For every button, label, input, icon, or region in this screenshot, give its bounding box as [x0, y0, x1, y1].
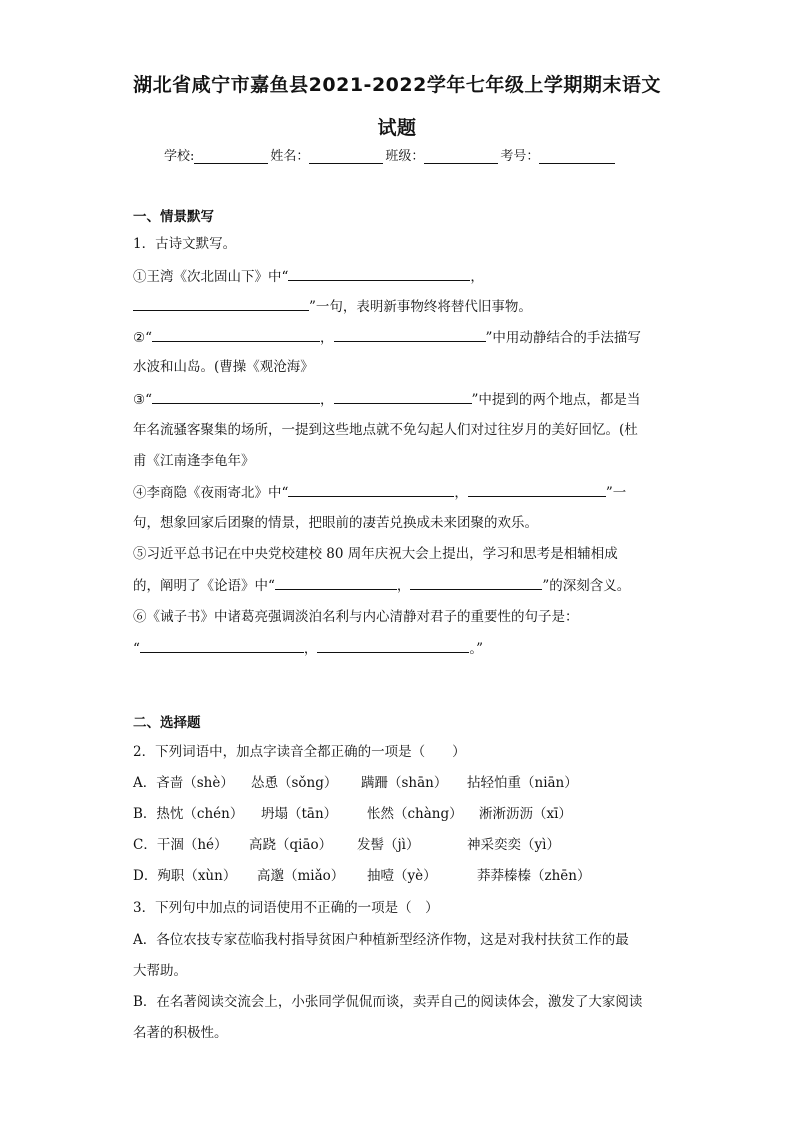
answer-blank[interactable]	[275, 575, 397, 590]
item-text: ”中用动静结合的手法描写	[485, 330, 641, 346]
item-3-line1	[133, 389, 640, 410]
answer-blank[interactable]	[334, 327, 486, 342]
answer-blank[interactable]	[288, 482, 454, 497]
item-text: ②“	[133, 330, 153, 346]
item-text: 。”	[469, 641, 484, 657]
item-text: ”的深刻含义。	[542, 578, 631, 594]
answer-blank[interactable]	[152, 389, 320, 404]
option-word: C．干涸（hé）	[133, 837, 228, 853]
answer-blank[interactable]	[140, 638, 304, 653]
item-text: ，	[320, 330, 334, 346]
answer-blank[interactable]	[133, 296, 309, 311]
q3-option-a-line1[interactable]: A．各位农技专家莅临我村指导贫困户种植新型经济作物，这是对我村扶贫工作的最	[133, 932, 629, 948]
option-word: 莽莽榛榛（zhēn）	[477, 868, 591, 884]
item-text: ，	[396, 578, 411, 594]
item-text: ”中提到的两个地点，都是当	[471, 392, 641, 408]
option-word: A．吝啬（shè）	[133, 775, 234, 791]
item-4-line1	[133, 482, 626, 503]
item-5-line1: ⑤习近平总书记在中央党校建校 80 周年庆祝大会上提出，学习和思考是相辅相成	[133, 546, 618, 562]
item-text: 的，阐明了《论语》中“	[133, 578, 275, 594]
item-4-line2: 句，想象回家后团聚的情景，把眼前的凄苦兑换成未来团聚的欢乐。	[133, 515, 538, 531]
question-3: 3．下列句中加点的词语使用不正确的一项是（ ）	[133, 900, 439, 916]
question-1: 1．古诗文默写。	[133, 236, 237, 252]
item-text: ，	[303, 641, 318, 657]
school-label: 学校:	[164, 149, 195, 164]
name-label: 姓名：	[270, 149, 310, 164]
item-6-line1: ⑥《诫子书》中诸葛亮强调淡泊名利与内心清静对君子的重要性的句子是：	[133, 609, 579, 625]
number-label: 考号：	[500, 149, 540, 164]
item-text: ①王湾《次北固山下》中“	[133, 269, 289, 285]
item-text: ，	[454, 485, 468, 501]
section-heading-choice: 二、选择题	[133, 715, 201, 731]
name-blank[interactable]	[309, 149, 383, 164]
item-6-line2	[133, 638, 483, 659]
item-3-line2: 年名流骚客聚集的场所，一提到这些地点就不免勾起人们对过往岁月的美好回忆。(杜	[133, 422, 638, 438]
answer-blank[interactable]	[468, 482, 606, 497]
option-word: 抽噎（yè）	[367, 868, 437, 884]
q2-option-d[interactable]	[133, 866, 591, 886]
item-5-line2	[133, 575, 630, 596]
item-text: ，	[320, 392, 334, 408]
school-blank[interactable]	[194, 149, 268, 164]
option-word: D．殉职（xùn）	[133, 868, 237, 884]
q3-option-b-line1[interactable]: B．在名著阅读交流会上，小张同学侃侃而谈，卖弄自己的阅读体会，激发了大家阅读	[133, 994, 643, 1010]
student-info-row	[164, 145, 617, 164]
section-heading-fill: 一、情景默写	[133, 209, 214, 225]
option-word: 发髻（jì）	[357, 837, 420, 853]
option-word: 坍塌（tān）	[261, 806, 338, 822]
item-text: ④李商隐《夜雨寄北》中“	[133, 485, 289, 501]
option-word: 拈轻怕重（niān）	[467, 775, 578, 791]
q2-option-b[interactable]	[133, 804, 572, 824]
item-text: ③“	[133, 392, 153, 408]
answer-blank[interactable]	[334, 389, 472, 404]
item-2-line2: 水波和山岛。(曹操《观沧海》	[133, 359, 314, 375]
option-word: 蹒跚（shān）	[361, 775, 448, 791]
item-1-line2	[133, 296, 532, 317]
option-word: 怅然（chàng）	[367, 806, 463, 822]
item-2-line1	[133, 327, 641, 348]
option-word: 淅淅沥沥（xī）	[479, 806, 572, 822]
item-text: ”一	[605, 485, 627, 501]
page-title-line2: 试题	[377, 117, 417, 139]
item-1-line1	[133, 266, 484, 287]
class-label: 班级：	[385, 149, 425, 164]
answer-blank[interactable]	[317, 638, 469, 653]
option-word: 怂恿（sǒng）	[251, 775, 338, 791]
option-word: 高邈（miǎo）	[257, 868, 345, 884]
number-blank[interactable]	[539, 149, 615, 164]
option-word: 神采奕奕（yì）	[467, 837, 560, 853]
q2-option-a[interactable]	[133, 773, 578, 793]
answer-blank[interactable]	[410, 575, 542, 590]
q3-option-a-line2: 大帮助。	[133, 963, 187, 979]
item-text: ，	[470, 269, 484, 285]
q3-option-b-line2: 名著的积极性。	[133, 1025, 228, 1041]
option-word: B．热忱（chén）	[133, 806, 244, 822]
item-3-line3: 甫《江南逢李龟年》	[133, 453, 255, 469]
page-title: 湖北省咸宁市嘉鱼县2021-2022学年七年级上学期期末语文	[133, 74, 661, 96]
item-text: “	[133, 641, 140, 657]
item-text: ”一句，表明新事物终将替代旧事物。	[309, 299, 532, 315]
question-2: 2．下列词语中，加点字读音全都正确的一项是（ ）	[133, 744, 466, 760]
answer-blank[interactable]	[288, 266, 470, 281]
q2-option-c[interactable]	[133, 835, 560, 855]
option-word: 高跷（qiāo）	[249, 837, 333, 853]
answer-blank[interactable]	[152, 327, 320, 342]
class-blank[interactable]	[424, 149, 498, 164]
